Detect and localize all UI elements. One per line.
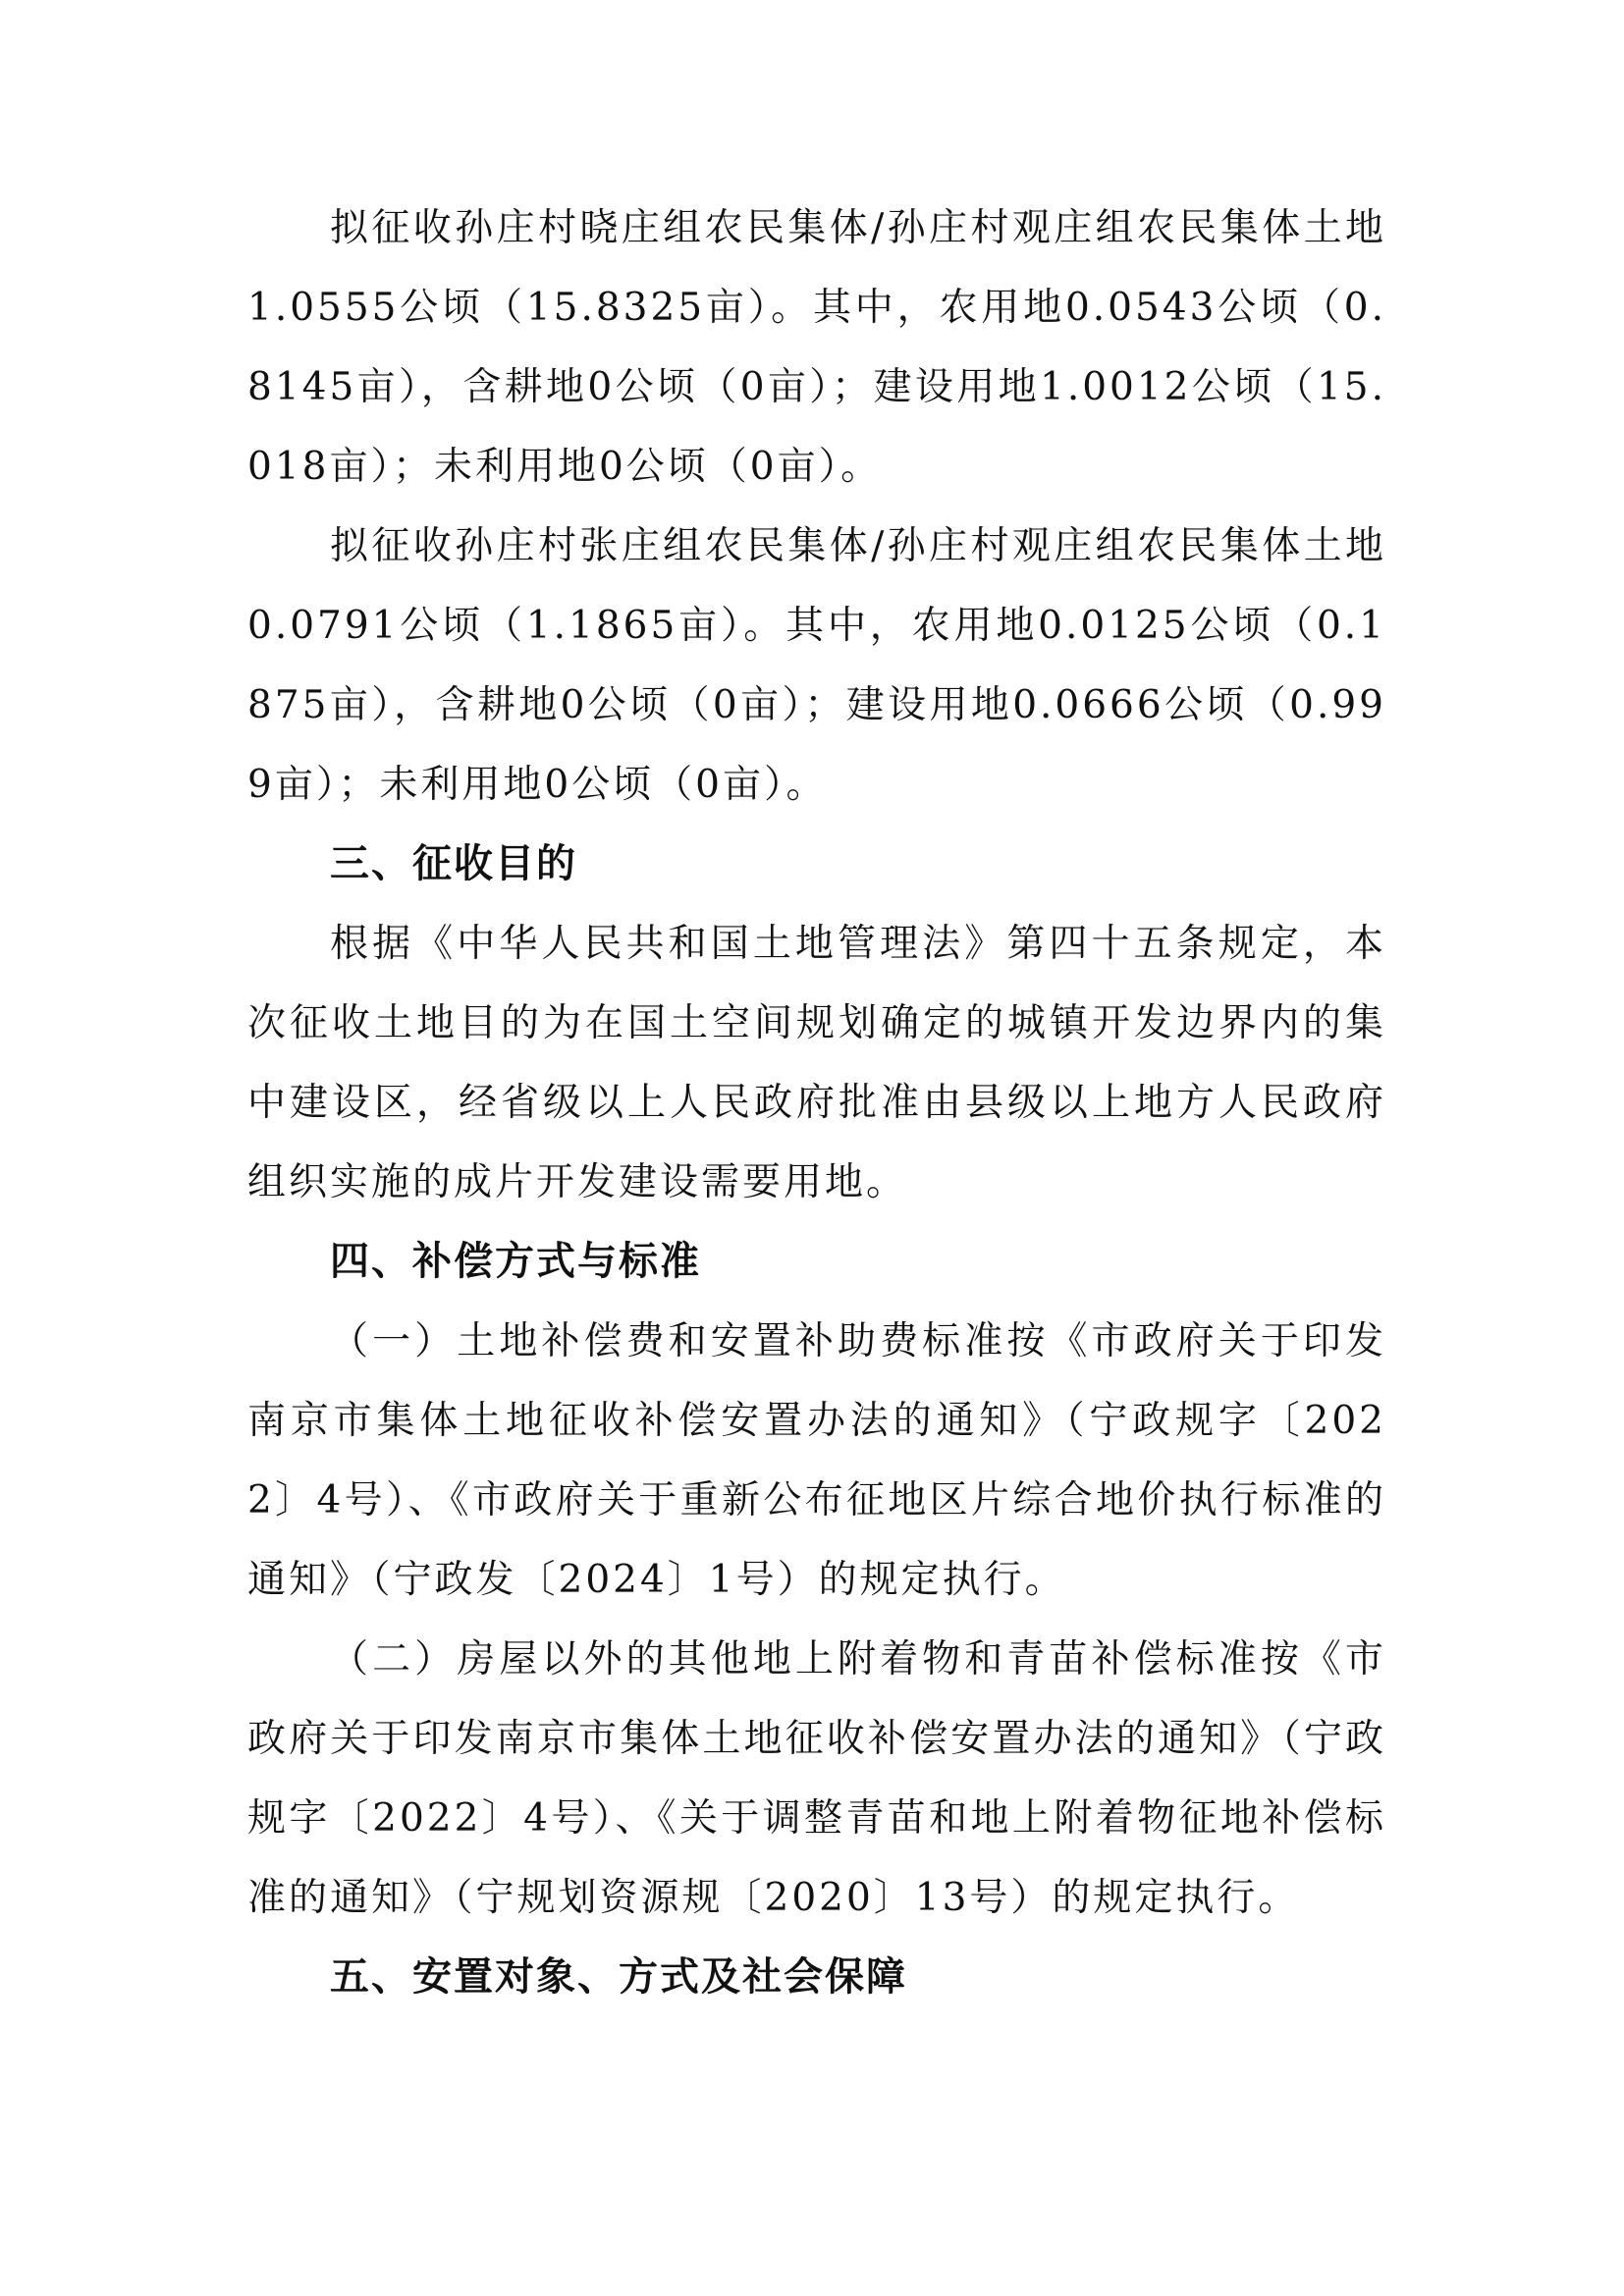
paragraph-purpose: 根据《中华人民共和国土地管理法》第四十五条规定，本次征收土地目的为在国土空间规划确定的城镇开发边界内的集中建设区，经省级以上人民政府批准由县级以上地方人民政府组织实施的成片开发建设需要用地。	[247, 922, 1386, 1204]
paragraph-land-xiaozhuang: 拟征收孙庄村晓庄组农民集体/孙庄村观庄组农民集体土地1.0555公顷（15.8325亩）。其中，农用地0.0543公顷（0.8145亩），含耕地0公顷（0亩）；建设用地1.0012公顷（15.018亩）；未利用地0公顷（0亩）。	[247, 206, 1386, 489]
section-heading-purpose: 三、征收目的	[330, 841, 577, 886]
section-heading-compensation: 四、补偿方式与标准	[330, 1239, 701, 1284]
paragraph-land-zhangzhuang: 拟征收孙庄村张庄组农民集体/孙庄村观庄组农民集体土地0.0791公顷（1.1865亩）。其中，农用地0.0125公顷（0.1875亩），含耕地0公顷（0亩）；建设用地0.0666公顷（0.999亩）；未利用地0公顷（0亩）。	[247, 524, 1386, 807]
paragraph-compensation-land: （一）土地补偿费和安置补助费标准按《市政府关于印发南京市集体土地征收补偿安置办法的通知》（宁政规字〔2022〕4号）、《市政府关于重新公布征地区片综合地价执行标准的通知》（宁政发〔2024〕1号）的规定执行。	[247, 1319, 1386, 1602]
document-body	[247, 188, 1386, 2017]
section-heading-resettlement: 五、安置对象、方式及社会保障	[330, 1954, 907, 2000]
paragraph-compensation-crops: （二）房屋以外的其他地上附着物和青苗补偿标准按《市政府关于印发南京市集体土地征收补偿安置办法的通知》（宁政规字〔2022〕4号）、《关于调整青苗和地上附着物征地补偿标准的通知》（宁规划资源规〔2020〕13号）的规定执行。	[247, 1637, 1386, 1920]
